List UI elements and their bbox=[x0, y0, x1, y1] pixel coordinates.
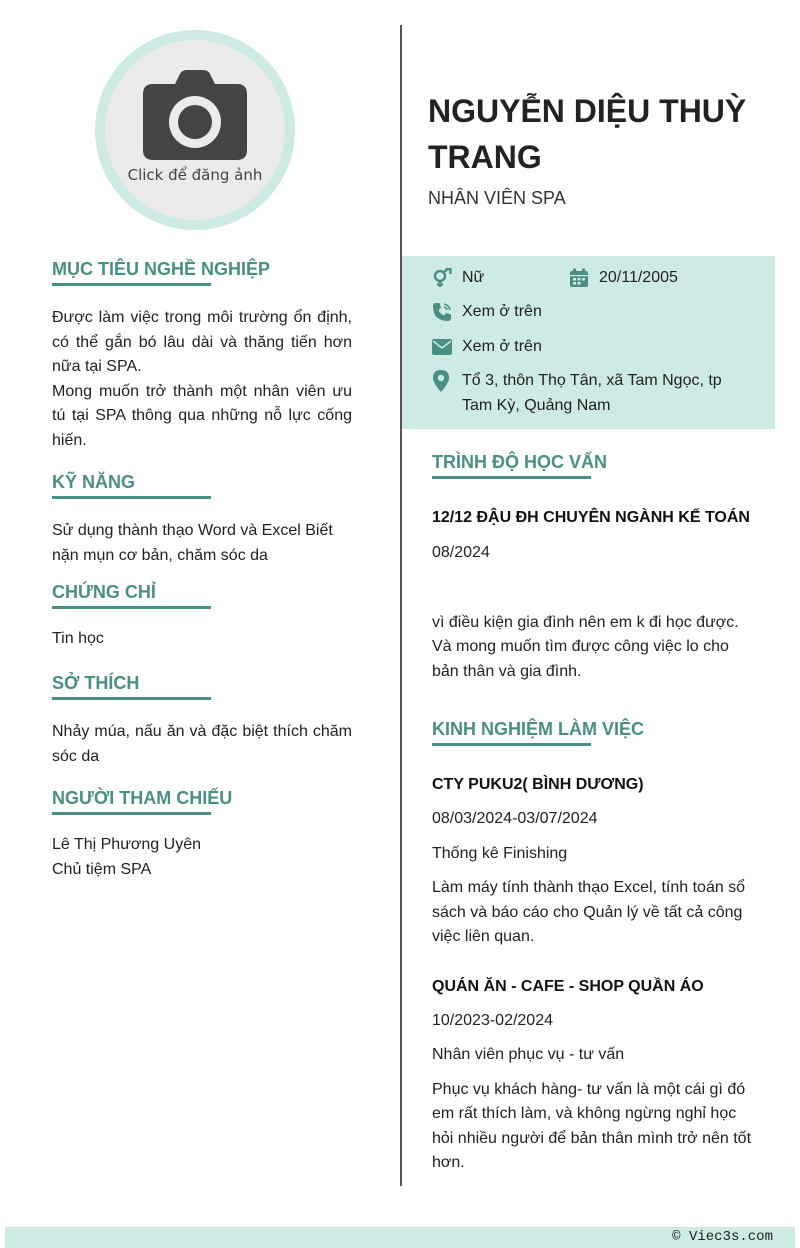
avatar-placeholder[interactable] bbox=[105, 40, 285, 220]
education-entry-title: 12/12 ĐẬU ĐH CHUYÊN NGÀNH KẾ TOÁN bbox=[432, 509, 750, 526]
hobbies-section bbox=[52, 673, 352, 769]
experience-company: CTY PUKU2( BÌNH DƯƠNG) bbox=[432, 776, 644, 793]
objective-body bbox=[52, 306, 352, 453]
references-section bbox=[52, 788, 352, 882]
skills-title: KỸ NĂNG bbox=[52, 472, 352, 499]
gender-row bbox=[432, 266, 484, 291]
experience-description: Phục vụ khách hàng- tư vấn là một cái gì đó em rất thích làm, và không ngừng nghỉ học hỏi nhiều người để bản thân mình trở nên tốt hơn. bbox=[432, 1080, 752, 1171]
certificates-body: Tin học bbox=[52, 630, 104, 647]
objective-section bbox=[52, 259, 352, 453]
experience-date: 10/2023-02/2024 bbox=[432, 1011, 553, 1029]
camera-icon bbox=[141, 68, 249, 164]
address-value: Tổ 3, thôn Thọ Tân, xã Tam Ngọc, tp Tam Kỳ, Quảng Nam bbox=[462, 372, 722, 414]
phone-icon bbox=[432, 300, 462, 324]
references-body bbox=[52, 833, 352, 882]
location-pin-icon bbox=[432, 369, 462, 393]
footer-copyright[interactable]: © Viec3s.com bbox=[672, 1229, 773, 1245]
gender-value: Nữ bbox=[462, 269, 485, 286]
address-row bbox=[432, 369, 762, 418]
skills-body: Sử dụng thành thạo Word và Excel Biết nặn mụn cơ bản, chăm sóc da bbox=[52, 522, 333, 564]
hobbies-title: SỞ THÍCH bbox=[52, 673, 352, 700]
gender-icon bbox=[432, 266, 462, 290]
hobbies-body: Nhảy múa, nấu ăn và đặc biệt thích chăm sóc da bbox=[52, 723, 352, 765]
calendar-icon bbox=[569, 266, 599, 290]
email-row bbox=[432, 335, 542, 360]
reference-name: Lê Thị Phương Uyên bbox=[52, 836, 201, 853]
phone-value: Xem ở trên bbox=[462, 303, 542, 320]
candidate-name: NGUYỄN DIỆU THUỲ TRANG bbox=[428, 93, 747, 175]
experience-description: Làm máy tính thành thạo Excel, tính toán sổ sách và báo cáo cho Quản lý về tất cả công việc liên quan. bbox=[432, 879, 746, 945]
birthday-row bbox=[569, 266, 678, 291]
objective-p2: Mong muốn trở thành một nhân viên ưu tú tại SPA thông qua những nỗ lực cống hiến. bbox=[52, 382, 352, 449]
reference-role: Chủ tiệm SPA bbox=[52, 860, 152, 878]
experience-position: Thống kê Finishing bbox=[432, 844, 568, 862]
skills-section bbox=[52, 472, 352, 568]
experience-title: KINH NGHIỆM LÀM VIỆC bbox=[432, 719, 762, 746]
experience-section bbox=[432, 719, 762, 1176]
references-title: NGƯỜI THAM CHIẾU bbox=[52, 788, 352, 815]
email-icon bbox=[432, 335, 462, 359]
email-value: Xem ở trên bbox=[462, 338, 542, 355]
experience-position: Nhân viên phục vụ - tư vấn bbox=[432, 1046, 625, 1063]
avatar-caption: Click để đăng ảnh bbox=[127, 166, 263, 184]
objective-p1: Được làm việc trong môi trường ổn định, có thể gắn bó lâu dài và thăng tiến hơn nữa tại SPA. bbox=[52, 309, 352, 375]
certificates-title: CHỨNG CHỈ bbox=[52, 582, 352, 609]
birthday-value: 20/11/2005 bbox=[599, 269, 678, 286]
experience-entry bbox=[432, 776, 762, 950]
education-description: vì điều kiện gia đình nên em k đi học được. Và mong muốn tìm được công việc lo cho bản thân và gia đình. bbox=[432, 613, 739, 680]
education-section bbox=[432, 452, 762, 684]
education-date: 08/2024 bbox=[432, 544, 490, 561]
experience-date: 08/03/2024-03/07/2024 bbox=[432, 810, 598, 827]
certificates-section bbox=[52, 582, 352, 652]
footer-bar bbox=[5, 1227, 795, 1248]
objective-title: MỤC TIÊU NGHỀ NGHIỆP bbox=[52, 259, 352, 286]
avatar-upload[interactable] bbox=[95, 30, 295, 230]
job-title: NHÂN VIÊN SPA bbox=[428, 188, 566, 208]
phone-row bbox=[432, 300, 542, 325]
experience-company: QUÁN ĂN - CAFE - SHOP QUẦN ÁO bbox=[432, 977, 704, 995]
experience-entry bbox=[432, 978, 762, 1176]
contact-panel bbox=[402, 256, 775, 429]
education-title: TRÌNH ĐỘ HỌC VẤN bbox=[432, 452, 762, 479]
column-divider bbox=[400, 25, 402, 1186]
